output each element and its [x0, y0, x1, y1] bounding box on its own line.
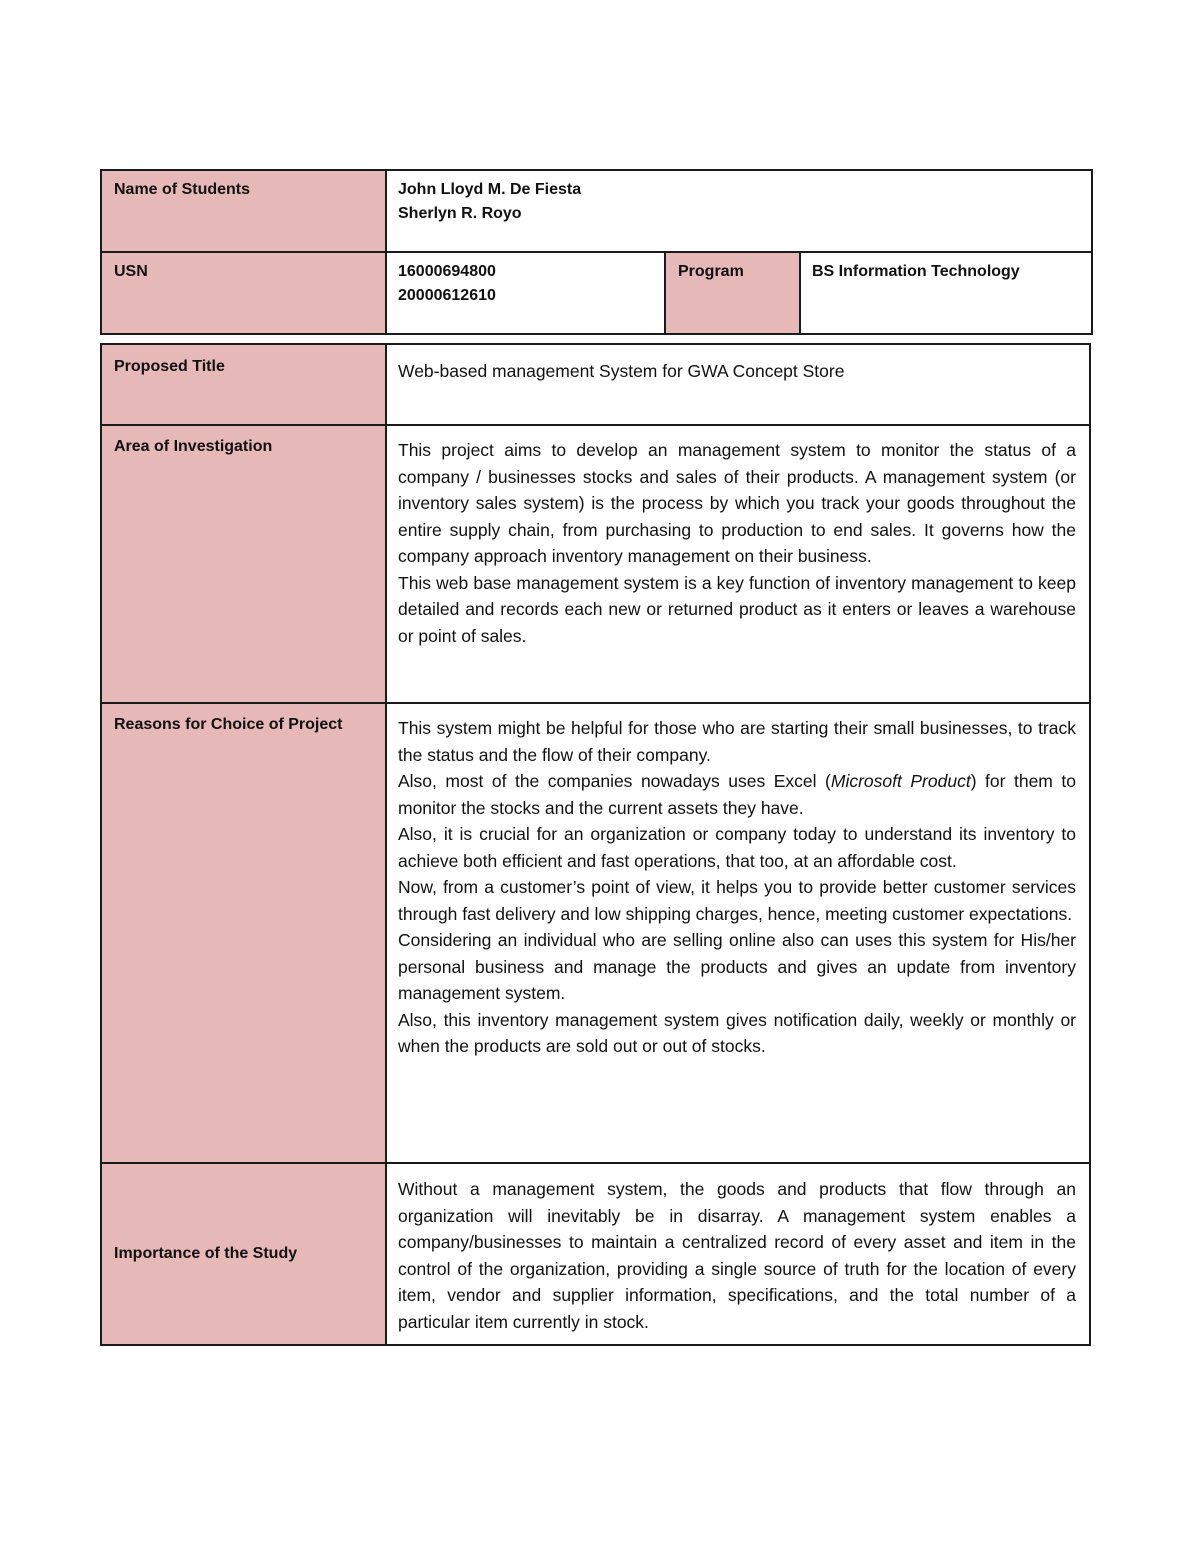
- program-value: BS Information Technology: [812, 263, 1020, 280]
- usn-1: 16000694800: [398, 263, 496, 280]
- reasons-paragraph-5: Considering an individual who are selling online also can uses this system for His/her personal business and manage the products and gives an update from inventory management system.: [398, 930, 1076, 1003]
- reasons-paragraph-3: Also, it is crucial for an organization or company today to understand its inventory to achieve both efficient and fast operations, that too, at an affordable cost.: [398, 824, 1076, 871]
- area-paragraph-2: This web base management system is a key function of inventory management to keep detailed and records each new or returned product as it enters or leaves a warehouse or point of sales.: [398, 572, 1076, 646]
- proposed-title-label: Proposed Title: [101, 344, 386, 425]
- reasons-paragraph-6: Also, this inventory management system gives notification daily, weekly or monthly or when the products are sold out or out of stocks.: [398, 1009, 1076, 1056]
- student-name-1: John Lloyd M. De Fiesta: [398, 181, 582, 198]
- usn-2: 20000612610: [398, 287, 496, 304]
- proposed-title-value: Web-based management System for GWA Concept Store: [386, 344, 1090, 425]
- reasons-label: Reasons for Choice of Project: [101, 703, 386, 1163]
- area-of-investigation-value: [386, 425, 1090, 703]
- program-label: Program: [665, 252, 800, 334]
- program-value-cell: [800, 252, 1092, 334]
- student-info-table: [100, 169, 1093, 335]
- importance-label: Importance of the Study: [101, 1163, 386, 1345]
- importance-value: [386, 1163, 1090, 1345]
- proposal-table: [100, 343, 1091, 1346]
- area-of-investigation-label: Area of Investigation: [101, 425, 386, 703]
- area-paragraph-1: This project aims to develop an management system to monitor the status of a company / businesses stocks and sales of their products. A management system (or inventory sales system) is the process by which you track your goods throughout the entire supply chain, from purchasing to production to end sales. It governs how the company approach inventory management on their business.: [398, 440, 1076, 566]
- reasons-paragraph-4: Now, from a customer’s point of view, it helps you to provide better customer services through fast delivery and low shipping charges, hence, meeting customer expectations.: [398, 877, 1076, 924]
- reasons-paragraph-2: Also, most of the companies nowadays uses Excel (Microsoft Product) for them to monitor the stocks and the current assets they have.: [398, 771, 1076, 818]
- reasons-paragraph-1: This system might be helpful for those who are starting their small businesses, to track the status and the flow of their company.: [398, 718, 1076, 765]
- microsoft-product-italic: Microsoft Product: [830, 771, 971, 791]
- usn-values-cell: [386, 252, 665, 334]
- student-name-2: Sherlyn R. Royo: [398, 205, 522, 222]
- name-of-students-label: Name of Students: [101, 170, 386, 252]
- student-names-cell: [386, 170, 1092, 252]
- usn-label: USN: [101, 252, 386, 334]
- importance-paragraph: Without a management system, the goods and products that flow through an organization will inevitably be in disarray. A management system enables a company/businesses to maintain a centralized record of every asset and item in the control of the organization, providing a single source of truth for the location of every item, vendor and supplier information, specifications, and the total number of a particular item currently in stock.: [398, 1179, 1076, 1332]
- reasons-value: [386, 703, 1090, 1163]
